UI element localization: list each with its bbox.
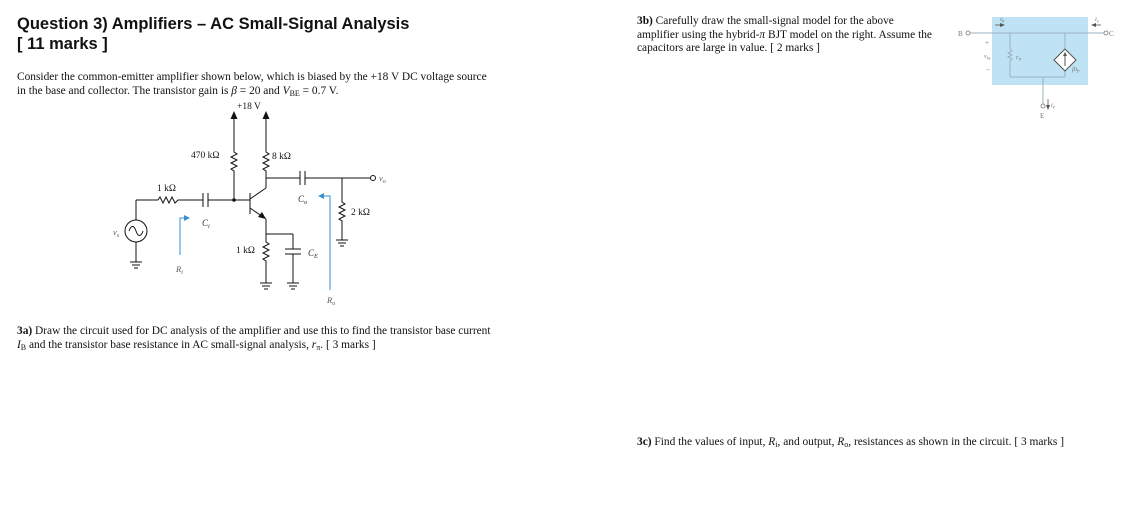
q3c-label: 3c) — [637, 436, 652, 448]
ib-symbol: I — [17, 338, 21, 351]
ro-subscript: o — [844, 440, 849, 449]
q3c-text-2: , and output, — [777, 436, 838, 448]
rpi-subscript: π — [316, 342, 321, 352]
q3b-label: 3b) — [637, 15, 653, 27]
question-title-line1: Question 3) Amplifiers – AC Small-Signal Analysis — [17, 15, 410, 33]
question-3c — [637, 436, 1137, 452]
ro-arrow-line — [322, 196, 330, 290]
ro-arrow-head — [318, 193, 324, 199]
intro-text-3: = 0.7 V. — [299, 84, 339, 97]
model-rpi-label: $r_\pi$ — [1016, 54, 1022, 63]
rpi-symbol: r — [311, 338, 317, 351]
model-highlight — [992, 17, 1088, 85]
rc-resistor — [263, 150, 269, 188]
model-ie-label: $i_e$ — [1051, 102, 1056, 111]
q3a-text-3: . [ 3 marks ] — [320, 338, 376, 351]
ro-symbol: R — [837, 436, 845, 448]
ci-label: $C_i$ — [202, 218, 210, 230]
ib-subscript: B — [20, 342, 27, 352]
re-label: 1 kΩ — [236, 246, 255, 256]
model-c-label: C — [1109, 30, 1114, 38]
supply-arrow-left — [231, 111, 238, 119]
ri-symbol: R — [768, 436, 776, 448]
q3a-text-2: and the transistor base resistance in AC small-signal analysis, — [26, 338, 312, 351]
e-terminal — [1041, 104, 1045, 108]
model-ic-label: $i_c$ — [1095, 16, 1100, 25]
question-3b — [637, 15, 937, 56]
rl-resistor — [339, 200, 345, 240]
question-3a — [17, 325, 497, 354]
q3b-text-2: BJT model on the right. Assume the capacitors are large in value. [ 2 marks ] — [637, 28, 932, 54]
q3c-text-1: Find the values of input, — [651, 436, 769, 448]
b-terminal — [966, 31, 970, 35]
re-resistor — [263, 234, 269, 283]
rc-label: 8 kΩ — [272, 152, 291, 162]
ri-arrow-line — [180, 218, 186, 255]
intro-text-1: Consider the common-emitter amplifier shown below, which is biased by the +18 V DC voltage source in the base and collector. The transistor gain is — [17, 71, 487, 97]
vbe-subscript: BE — [289, 88, 300, 98]
model-b-label: B — [958, 30, 963, 38]
q3a-text-1: Draw the circuit used for DC analysis of the amplifier and use this to find the transistor base current — [32, 325, 491, 337]
co-label: $C_o$ — [298, 194, 308, 206]
supply-label: +18 V — [237, 102, 261, 112]
rl-label: 2 kΩ — [351, 208, 370, 218]
supply-arrow-right — [263, 111, 270, 119]
ri-label: $R_i$ — [176, 264, 183, 276]
beta-symbol: β — [231, 84, 237, 97]
pi-symbol: π — [759, 28, 766, 41]
output-terminal — [371, 176, 376, 181]
emitter-arrow — [258, 212, 266, 219]
ce-label: $C_E$ — [308, 248, 318, 260]
ri-arrow-head — [184, 215, 190, 221]
model-vbe-label: $v_{be}$ — [984, 54, 991, 61]
ro-label: $R_o$ — [327, 295, 336, 307]
vbe-symbol: V — [282, 84, 290, 97]
model-e-label: E — [1040, 112, 1045, 120]
vs-label: $v_s$ — [113, 227, 120, 239]
model-ib-label: $i_b$ — [1000, 16, 1005, 25]
c-terminal — [1104, 31, 1108, 35]
ce-amplifier-circuit — [0, 0, 520, 320]
model-minus: − — [986, 66, 990, 74]
question-marks: [ 11 marks ] — [17, 35, 108, 53]
hybrid-pi-model — [955, 15, 1115, 125]
intro-text-2: = 20 and — [236, 84, 283, 97]
rb-label: 470 kΩ — [191, 151, 220, 161]
q3c-text-3: , resistances as shown in the circuit. [ 3 marks ] — [848, 436, 1064, 448]
q3a-label: 3a) — [17, 325, 33, 337]
q3b-text-1: Carefully draw the small-signal model for the above amplifier using the hybrid- — [637, 15, 894, 41]
model-source-label: $\beta i_b$ — [1072, 66, 1080, 75]
model-plus: + — [985, 39, 989, 47]
rs-label: 1 kΩ — [157, 184, 176, 194]
ri-subscript: i — [775, 440, 778, 449]
rs-resistor — [158, 197, 203, 203]
vo-label: $v_o$ — [379, 173, 386, 185]
rb-resistor — [231, 150, 237, 200]
